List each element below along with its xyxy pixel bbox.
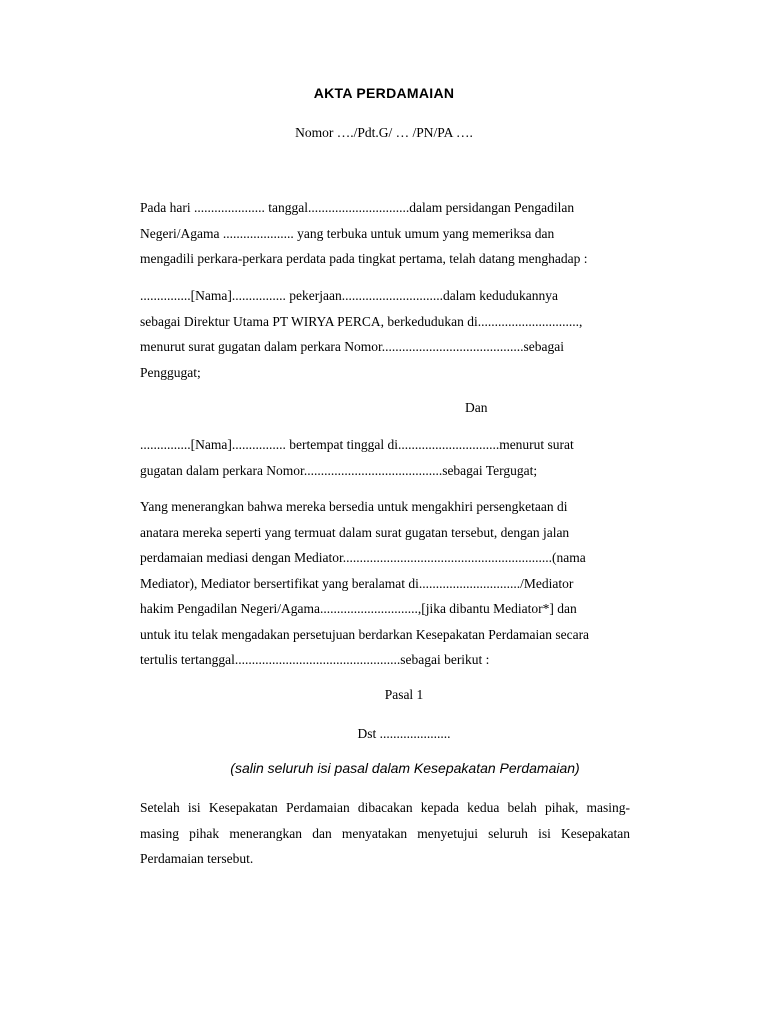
text-line: Yang menerangkan bahwa mereka bersedia untuk mengakhiri persengketaan di [140,499,568,514]
text-line: tertulis tertanggal.................................................sebagai berikut : [140,652,490,667]
text-line: Setelah isi Kesepakatan Perdamaian dibacakan kepada kedua belah pihak, masing- [140,800,630,815]
text-line: Penggugat; [140,364,201,380]
text-line: Mediator), Mediator bersertifikat yang beralamat di............................../Mediator [140,575,574,591]
text-line: Negeri/Agama ..................... yang terbuka untuk umum yang memeriksa dan [140,225,555,241]
text-line: sebagai Direktur Utama PT WIRYA PERCA, berkedudukan di.............................., [140,313,583,329]
paragraph-closing [140,795,630,872]
text-line: ...............[Nama]................ pekerjaan..............................dalam kedudukannya [140,288,559,303]
text-line: menurut surat gugatan dalam perkara Nomor..........................................sebagai [140,339,565,354]
text-line: masing pihak menerangkan dan menyatakan menyetujui seluruh isi Kesepakatan [140,825,630,841]
text-line: Perdamaian tersebut. [140,851,254,866]
dst-line: Dst ..................... [357,726,451,741]
document-number: Nomor …./Pdt.G/ … /PN/PA …. [295,125,473,140]
text-line: untuk itu telak mengadakan persetujuan berdarkan Kesepakatan Perdamaian secara [140,626,590,642]
pasal-heading: Pasal 1 [384,687,424,702]
text-line: gugatan dalam perkara Nomor.........................................sebagai Tergugat; [140,462,538,478]
text-line: perdamaian mediasi dengan Mediator..............................................................(nama [140,550,586,565]
text-line: hakim Pengadilan Negeri/Agama.............................,[jika dibantu Mediator*] dan [140,601,577,616]
paragraph-penggugat [140,283,630,385]
dan-separator: Dan [465,400,488,415]
document-title: AKTA PERDAMAIAN [313,85,455,101]
paragraph-tergugat [140,432,630,483]
paragraph-opening [140,195,630,272]
paragraph-statement [140,494,630,673]
text-line: mengadili perkara-perkara perdata pada tingkat pertama, telah datang menghadap : [140,251,588,266]
text-line: Pada hari ..................... tanggal..............................dalam persidangan Pengadilan [140,200,575,215]
text-line: ...............[Nama]................ bertempat tinggal di..............................menurut surat [140,437,574,452]
instruction-note: (salin seluruh isi pasal dalam Kesepakatan Perdamaian) [230,760,580,776]
text-line: anatara mereka seperti yang termuat dalam surat gugatan tersebut, dengan jalan [140,524,570,540]
